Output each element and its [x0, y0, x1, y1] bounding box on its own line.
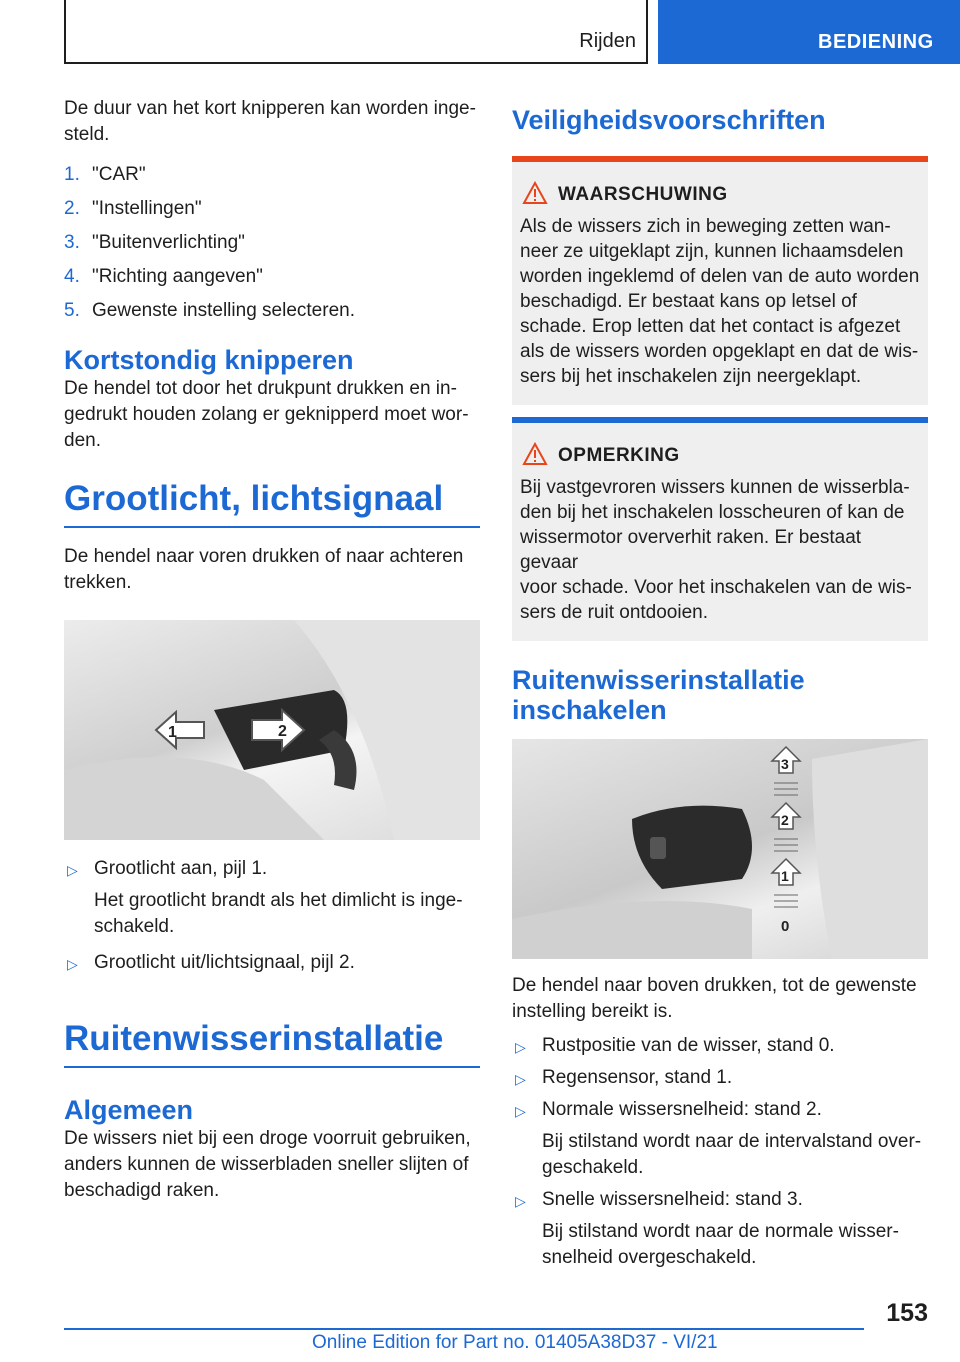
alg-text: De wissers niet bij een droge voorruit gebruiken, anders kunnen de wisserbladen sneller slijten of beschadigd raken. — [64, 1128, 471, 1201]
warning-text: Als de wissers zich in beweging zetten wan- neer ze uitgeklapt zijn, kunnen lichaamsdelen worden ingeklemd of delen van de auto worden beschadigd. Er bestaat kans op letsel of schade. Erop letten dat het contact is afgezet als de wissers worden opgeklapt en dat de wis- sers bij het inschakelen zijn neergeklapt. — [520, 216, 920, 387]
list-item: ▷ Grootlicht uit/lichtsignaal, pijl 2. — [64, 950, 480, 976]
bullet-triangle-icon: ▷ — [515, 1071, 526, 1087]
list-item: 5. Gewenste instelling selecteren. — [64, 300, 355, 321]
insch-text: De hendel naar boven drukken, tot de gewenste instelling bereikt is. — [512, 975, 917, 1022]
list-item: ▷ Regensensor, stand 1. — [512, 1065, 928, 1091]
groot-text: De hendel naar voren drukken of naar achteren trekken. — [64, 546, 464, 593]
ruit-heading: Ruitenwisserinstallatie — [64, 1018, 480, 1068]
warning-box — [512, 156, 928, 405]
insch-list — [512, 1033, 928, 1271]
notice-text: Bij vastgevroren wissers kunnen de wisserbla- den bij het inschakelen losscheuren of kan de wissermotor oververhit raken. Er bestaat gevaar voor schade. Voor het inschakelen van de wis- sers de ruit ontdooien. — [520, 477, 912, 623]
bullet-triangle-icon: ▷ — [515, 1103, 526, 1119]
bullet-triangle-icon: ▷ — [67, 956, 78, 972]
bullet-triangle-icon: ▷ — [515, 1039, 526, 1055]
groot-list — [64, 856, 480, 976]
notice-triangle-icon — [522, 442, 548, 466]
bullet-triangle-icon: ▷ — [67, 862, 78, 878]
intro-text: De duur van het kort knipperen kan worden inge- steld. — [64, 98, 476, 145]
kort-heading: Kortstondig knipperen — [64, 345, 354, 375]
section-tab — [658, 0, 960, 64]
alg-heading: Algemeen — [64, 1095, 194, 1125]
lever-illustration — [64, 620, 480, 840]
list-item: ▷ Normale wissersnelheid: stand 2. Bij stilstand wordt naar de intervalstand over- geschakeld. — [515, 1099, 922, 1178]
wiper-illustration — [512, 739, 928, 959]
footer-rule — [64, 1328, 864, 1330]
footer-edition: Online Edition for Part no. 01405A38D37 - VI/21 — [312, 1332, 718, 1353]
veil-heading: Veiligheidsvoorschriften — [512, 105, 826, 135]
chapter-title: Rijden — [579, 30, 636, 52]
arrow-label-1: 1 — [168, 724, 177, 741]
list-item: 4. "Richting aangeven" — [64, 266, 263, 287]
kort-text: De hendel tot door het drukpunt drukken en in- gedrukt houden zolang er geknipperd moet wor- den. — [64, 378, 469, 451]
notice-title: OPMERKING — [558, 445, 680, 466]
left-column — [64, 96, 480, 1204]
list-item: 2. "Instellingen" — [64, 198, 202, 219]
bullet-triangle-icon: ▷ — [515, 1193, 526, 1209]
wiper-lever-photo — [512, 739, 928, 959]
right-column — [512, 96, 928, 1271]
stand-label-2: 2 — [781, 812, 789, 828]
arrow-label-2: 2 — [278, 723, 287, 740]
groot-heading: Grootlicht, lichtsignaal — [64, 478, 480, 528]
stand-label-3: 3 — [781, 756, 789, 772]
list-item: ▷ Grootlicht aan, pijl 1. Het grootlicht brandt als het dimlicht is inge- schakeld. — [67, 858, 463, 937]
notice-box — [512, 417, 928, 641]
warning-title: WAARSCHUWING — [558, 184, 728, 205]
list-item: 1. "CAR" — [64, 164, 146, 185]
stand-label-0: 0 — [781, 918, 790, 935]
header-box — [64, 0, 648, 64]
steps-list — [64, 162, 480, 324]
section-title: BEDIENING — [818, 31, 934, 53]
list-item: 3. "Buitenverlichting" — [64, 232, 245, 253]
list-item: ▷ Rustpositie van de wisser, stand 0. — [512, 1033, 928, 1059]
high-beam-lever-photo — [64, 620, 480, 840]
stand-label-1: 1 — [781, 868, 789, 884]
list-item: ▷ Snelle wissersnelheid: stand 3. Bij stilstand wordt naar de normale wisser- snelheid overgeschakeld. — [515, 1189, 899, 1268]
warning-triangle-icon — [522, 181, 548, 205]
insch-heading: Ruitenwisserinstallatie inschakelen — [512, 665, 805, 725]
page-number: 153 — [886, 1299, 928, 1327]
